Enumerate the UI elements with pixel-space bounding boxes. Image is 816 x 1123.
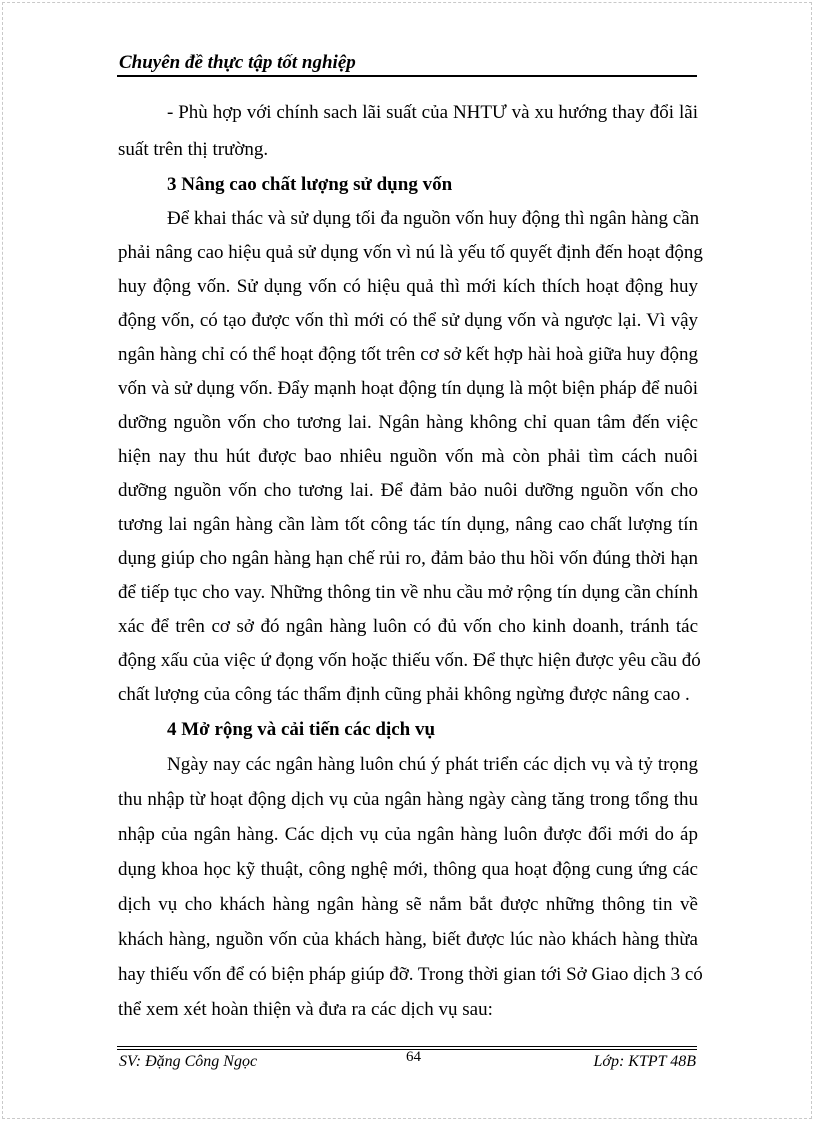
body-line: dưỡng nguồn vốn cho tương lai. Để đảm bảo nuôi dưỡng nguồn vốn cho — [118, 480, 698, 501]
header-title: Chuyên đề thực tập tốt nghiệp — [119, 52, 356, 73]
body-line: dịch vụ cho khách hàng ngân hàng sẽ nắm bắt được những thông tin về — [118, 894, 698, 915]
footer-class: Lớp: KTPT 48B — [593, 1053, 696, 1070]
body-line: Để khai thác và sử dụng tối đa nguồn vốn huy động thì ngân hàng cần — [167, 208, 700, 229]
body-line: dụng khoa học kỹ thuật, công nghệ mới, thông qua hoạt động cung ứng các — [118, 859, 698, 880]
body-line: tương lai ngân hàng cần làm tốt công tác tín dụng, nâng cao chất lượng tín — [118, 514, 698, 535]
body-line: thể xem xét hoàn thiện và đưa ra các dịch vụ sau: — [118, 999, 493, 1020]
body-line: dụng giúp cho ngân hàng hạn chế rủi ro, đảm bảo thu hồi vốn đúng thời hạn — [118, 548, 698, 569]
body-line: vốn và sử dụng vốn. Đẩy mạnh hoạt động tín dụng là một biện pháp để nuôi — [118, 378, 698, 399]
body-line: thu nhập từ hoạt động dịch vụ của ngân hàng ngày càng tăng trong tổng thu — [118, 789, 698, 810]
header-rule — [117, 75, 697, 77]
section-heading-3: 3 Nâng cao chất lượng sử dụng vốn — [167, 174, 453, 195]
body-line: xác để trên cơ sở đó ngân hàng luôn có đủ vốn cho kinh doanh, tránh tác — [118, 616, 698, 637]
body-line: nhập của ngân hàng. Các dịch vụ của ngân hàng luôn được đổi mới do áp — [118, 824, 698, 845]
body-line: Ngày nay các ngân hàng luôn chú ý phát triển các dịch vụ và tỷ trọng — [167, 754, 698, 775]
body-line: ngân hàng chỉ có thể hoạt động tốt trên cơ sở kết hợp hài hoà giữa huy động — [118, 344, 698, 365]
body-line: huy động vốn. Sử dụng vốn có hiệu quả thì mới kích thích hoạt động huy — [118, 276, 698, 297]
page-number: 64 — [406, 1049, 421, 1065]
body-line: chất lượng của công tác thẩm định cũng phải không ngừng được nâng cao . — [118, 684, 690, 705]
body-line: phải nâng cao hiệu quả sử dụng vốn vì nú là yếu tố quyết định đến hoạt động — [118, 242, 703, 263]
body-line: hiện nay thu hút được bao nhiêu nguồn vốn mà còn phải tìm cách nuôi — [118, 446, 698, 467]
body-line: động vốn, có tạo được vốn thì mới có thể sử dụng vốn và ngược lại. Vì vậy — [118, 310, 698, 331]
body-line: - Phù hợp với chính sach lãi suất của NHTƯ và xu hướng thay đổi lãi — [167, 102, 698, 123]
body-line: để tiếp tục cho vay. Những thông tin về nhu cầu mở rộng tín dụng cần chính — [118, 582, 698, 603]
footer-author: SV: Đặng Công Ngọc — [119, 1053, 258, 1070]
body-line: hay thiếu vốn để có biện pháp giúp đỡ. Trong thời gian tới Sở Giao dịch 3 có — [118, 964, 703, 985]
body-line: khách hàng, nguồn vốn của khách hàng, biết được lúc nào khách hàng thừa — [118, 929, 698, 950]
body-line: động xấu của việc ứ đọng vốn hoặc thiếu vốn. Để thực hiện được yêu cầu đó — [118, 650, 701, 671]
body-line: dưỡng nguồn vốn cho tương lai. Ngân hàng không chỉ quan tâm đến việc — [118, 412, 698, 433]
section-heading-4: 4 Mở rộng và cải tiến các dịch vụ — [167, 719, 436, 740]
body-line: suất trên thị trường. — [118, 139, 269, 160]
